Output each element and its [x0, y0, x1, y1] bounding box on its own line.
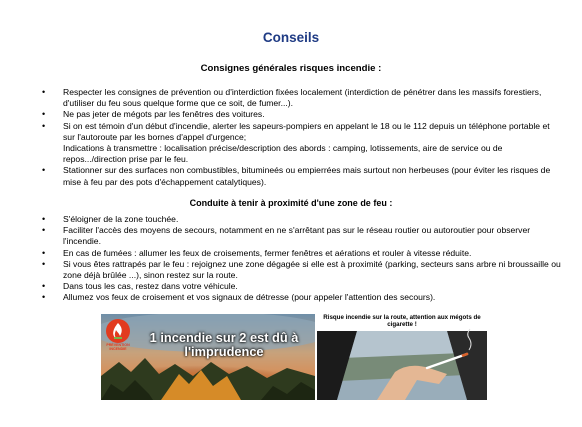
list-item: • Ne pas jeter de mégots par les fenêtres des voitures. [42, 109, 562, 120]
general-advice-list [42, 87, 562, 188]
section-title-fire-zone: Conduite à tenir à proximité d'une zone de feu : [189, 198, 393, 208]
list-item: • S'éloigner de la zone touchée. [42, 214, 562, 225]
list-item: • Si on est témoin d'un début d'incendie, alerter les sapeurs-pompiers en appelant le 18 ou le 112 depuis un téléphone portable et sur l'autoroute par les bornes d'appel d'urgence; Indications à transmettre : localisation précise/description des abords : camping, lotissements, aire de service ou de repos.../direction prise par le feu. [42, 121, 562, 166]
list-item: • Dans tous les cas, restez dans votre véhicule. [42, 281, 562, 292]
car-window-cigarette-image [317, 314, 487, 400]
logo-caption: PRÉVENTION INCENDIE [106, 343, 130, 351]
list-item: • En cas de fumées : allumer les feux de croisements, fermer fenêtres et aérations et rouler à vitesse réduite. [42, 248, 562, 259]
flame-leaf-icon [105, 318, 131, 344]
list-item: • Respecter les consignes de prévention ou d'interdiction fixées localement (interdiction de pénétrer dans les massifs forestiers, d'utiliser du feu sous quelque forme que ce soit, de fumer...). [42, 87, 562, 109]
imprudence-headline: 1 incendie sur 2 est dû à l'imprudence [149, 330, 299, 359]
page-title: Conseils [262, 30, 320, 45]
imprudence-banner [101, 314, 315, 400]
list-item: • Stationner sur des surfaces non combustibles, bitumineés ou empierrées mais surtout non herbeuses (pour éviter les risques de mise à feu par des pots d'échappement catalytiques). [42, 165, 562, 187]
cigarette-banner [317, 314, 487, 400]
prevention-logo [105, 318, 131, 344]
list-item: • Faciliter l'accès des moyens de secours, notamment en ne s'arrêtant pas sur le réseau routier ou autoroutier pour observer l'incendie. [42, 225, 562, 247]
cigarette-caption: Risque incendie sur la route, attention aux mégots de cigarette ! [323, 314, 481, 329]
section-title-general: Consignes générales risques incendie : [200, 63, 382, 74]
list-item: • Allumez vos feux de croisement et vos signaux de détresse (pour appeler l'attention des secours). [42, 292, 562, 303]
list-item: • Si vous êtes rattrapés par le feu : rejoignez une zone dégagée si elle est à proximité (parking, secteurs sans arbre ni broussaille ou zone déjà brûlée ...), sinon restez sur la route. [42, 259, 562, 281]
fire-zone-advice-list [42, 214, 562, 304]
